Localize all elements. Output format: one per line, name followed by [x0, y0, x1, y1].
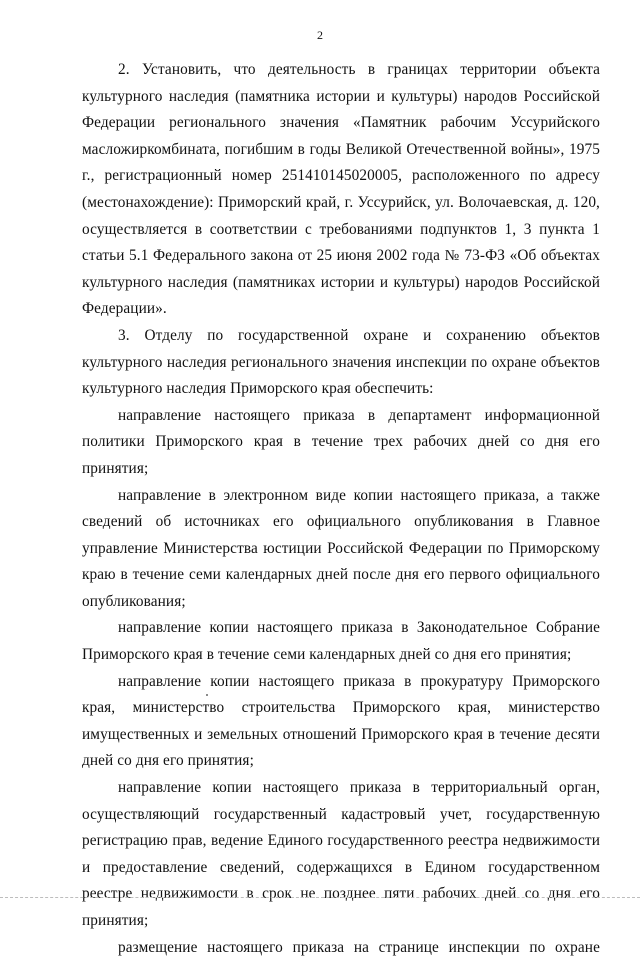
paragraph-cadastral: направление копии настоящего приказа в территориальный орган, осуществляющий государственный кадастровый учет, государственную регистрацию прав, ведение Единого государственного реестра недвижимости и предоставление сведений, содержащихся в Едином государственном реестре недвижимости в срок не позднее пяти рабочих дней со дня его принятия; [82, 779, 600, 929]
page-number: 2 [317, 28, 323, 42]
paragraph-publication: размещение настоящего приказа на странице инспекции по охране [118, 938, 600, 956]
paragraph-item-2: 2. Установить, что деятельность в границах территории объекта культурного наследия (памятника истории и культуры) народов Российской Федерации регионального значения «Памятник рабочим Уссурийского масложиркомбината, погибшим в годы Великой Отечественной войны», 1975 г., регистрационный номер 251410145020005, расположенного по адресу (местонахождение): Приморский край, г. Уссурийск, ул. Волочаевская, д. 120, осуществляется в соответствии с требованиями подпунктов 1, 3 пункта 1 статьи 5.1 Федерального закона от 25 июня 2002 года № 73-ФЗ «Об объектах культурного наследия (памятниках истории и культуры) народов Российской Федерации». [82, 61, 600, 318]
paragraph-ministry-of-justice: направление в электронном виде копии настоящего приказа, а также сведений об источниках его официального опубликования в Главное управление Министерства юстиции Российской Федерации по Приморскому краю в течение семи календарных дней после дня его первого официального опубликования; [82, 486, 600, 610]
paragraph-info-policy: направление настоящего приказа в департамент информационной политики Приморского края в течение трех рабочих дней со дня его принятия; [82, 406, 600, 477]
paragraph-prosecutor: направление копии настоящего приказа в прокуратуру Приморского края, министерство строительства Приморского края, министерство имущественных и земельных отношений Приморского края в течение десяти дней со дня его принятия; [82, 672, 600, 770]
page-bottom-edge [0, 897, 640, 898]
paragraph-item-3: 3. Отделу по государственной охране и сохранению объектов культурного наследия регионального значения инспекции по охране объектов культурного наследия Приморского края обеспечить: [82, 326, 600, 398]
scan-speck [206, 694, 208, 696]
paragraph-legislative-assembly: направление копии настоящего приказа в Законодательное Собрание Приморского края в течение семи календарных дней со дня его принятия; [82, 619, 600, 664]
